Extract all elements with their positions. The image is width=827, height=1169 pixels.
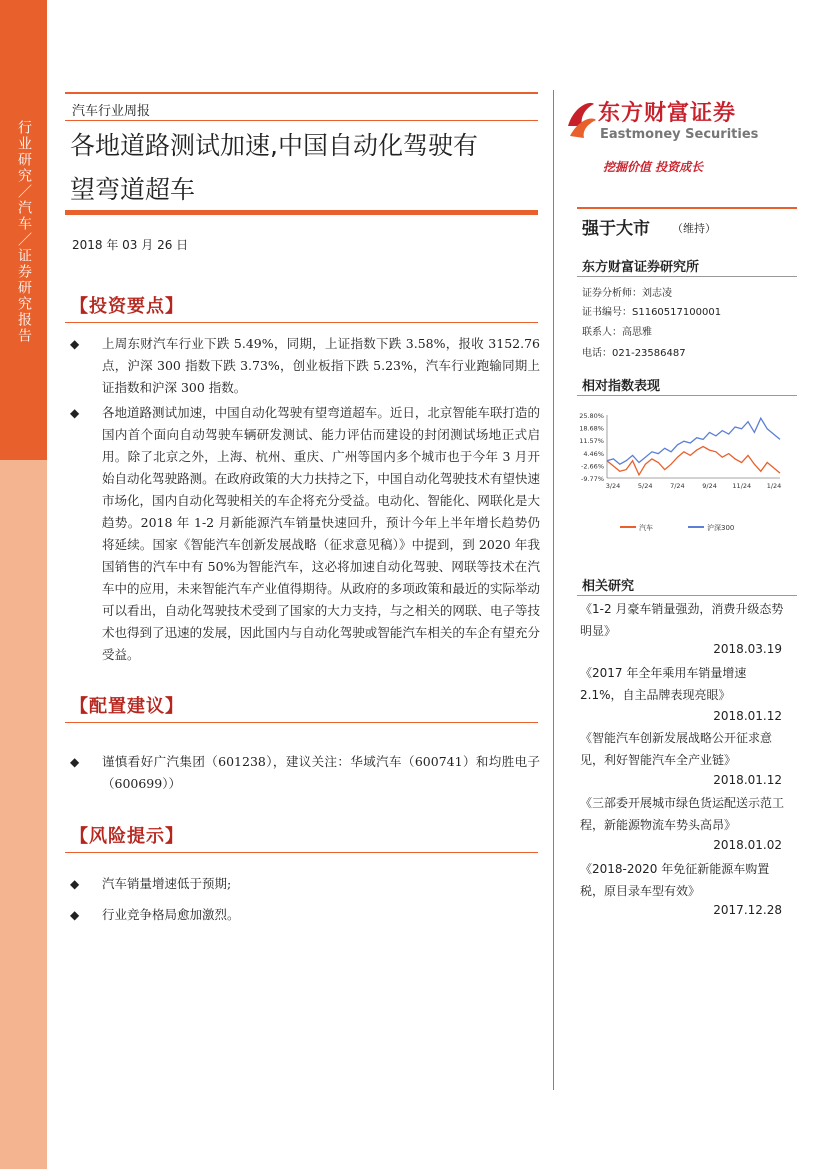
diamond-bullet-icon: ◆ (70, 337, 80, 351)
risk-bullet-1: ◆ 汽车销量增速低于预期; (70, 873, 540, 895)
related-item-2[interactable]: 《2017 年全年乘用车销量增速 2.1%，自主品牌表现亮眼》 (580, 666, 747, 702)
diamond-bullet-icon: ◆ (70, 755, 80, 769)
title-line-1: 各地道路测试加速,中国自动化驾驶有 (70, 131, 478, 160)
title-bottom-rule (65, 210, 538, 215)
related-date-5: 2017.12.28 (713, 903, 782, 917)
chart-y-tick-label: 25.80% (579, 412, 604, 420)
related-research-title: 相关研究 (582, 579, 635, 594)
chart-y-tick-label: 4.46% (583, 449, 604, 458)
related-research-rule (577, 595, 797, 596)
investment-heading: 【投资要点】 (70, 296, 184, 317)
chart-y-tick-label: -9.77% (581, 475, 604, 483)
chart-x-tick-label: 11/24 (732, 482, 752, 490)
related-date-3: 2018.01.12 (713, 773, 782, 787)
related-date-4: 2018.01.02 (713, 838, 782, 852)
risk-bullet-2: ◆ 行业竞争格局愈加激烈。 (70, 904, 540, 926)
title-line-2: 望弯道超车 (70, 175, 196, 204)
risk-heading: 【风险提示】 (70, 826, 184, 847)
related-item-4[interactable]: 《三部委开展城市绿色货运配送示范工程，新能源物流车势头高昂》 (580, 796, 785, 832)
performance-title: 相对指数表现 (582, 379, 661, 394)
institute-name: 东方财富证券研究所 (582, 260, 700, 275)
chart-x-tick-label: 1/24 (766, 482, 782, 490)
related-item-5[interactable]: 《2018-2020 年免征新能源车购置税，原目录车型有效》 (580, 862, 770, 898)
rating-note: （维持） (672, 222, 716, 235)
contact: 联系人：高思雅 (582, 327, 652, 338)
chart-x-tick-label: 9/24 (702, 482, 717, 490)
brand-name-cn: 东方财富证券 (598, 101, 737, 126)
chart-x-tick-label: 7/24 (670, 482, 685, 490)
institute-rule (577, 276, 797, 277)
sidebar-lower-band (0, 460, 47, 1169)
title-sub-rule (65, 120, 538, 121)
allocation-heading: 【配置建议】 (70, 696, 184, 717)
related-item-1[interactable]: 《1-2 月豪车销量强劲，消费升级态势明显》 (580, 602, 784, 638)
chart-y-tick-label: 11.57% (579, 437, 604, 446)
report-date: 2018 年 03 月 26 日 (72, 238, 189, 252)
column-divider (553, 90, 554, 1090)
chart-series-line (607, 447, 780, 475)
page-title (70, 124, 540, 212)
title-top-rule (65, 92, 538, 94)
brand-name-en: Eastmoney Securities (600, 127, 759, 142)
related-date-1: 2018.03.19 (713, 642, 782, 656)
rating-label: 强于大市 (582, 219, 650, 239)
investment-bullet-2: ◆ 各地道路测试加速，中国自动化驾驶有望弯道超车。近日，北京智能车联打造的国内首个面向自动驾驶车辆研发测试、能力评估而建设的封闭测试场地正式启用。除了北京之外，上海、杭州、重庆、广州等国内多个城市也于今年 3 月开始自动化驾驶路测。在政府政策的大力扶持之下，中国自动化驾驶技术有望快速市场化，国内自动化驾驶相关的车企将充分受益。电动化、智能化、网联化是大趋势。2018 年 1-2 月新能源汽车销量快速回升，预计今年上半年增长趋势仍将延续。国家《智能汽车创新发展战略（征求意见稿）》中提到，到 2020 年我国销售的汽车中有 50%为智能汽车，这必将加速自动化驾驶、网联等技术在汽车中的应用，未来智能汽车产业值得期待。从政府的多项政策和最近的实际举动可以看出，自动化驾驶技术受到了国家的大力支持，与之相关的网联、电子等技术也得到了迅速的发展，因此国内与自动化驾驶或智能汽车相关的车企有望充分受益。 (70, 402, 540, 666)
chart-legend-label: 沪深300 (707, 524, 735, 532)
chart-legend-label: 汽车 (639, 524, 653, 532)
diamond-bullet-icon: ◆ (70, 908, 80, 922)
sidebar-category-text: 行业研究／汽车／证券研究报告 (16, 120, 32, 344)
diamond-bullet-icon: ◆ (70, 877, 80, 891)
allocation-rule (65, 722, 538, 723)
chart-series-line (607, 418, 780, 464)
phone: 电话：021-23586487 (582, 348, 686, 359)
related-date-2: 2018.01.12 (713, 709, 782, 723)
rating-rule (577, 207, 797, 209)
analyst: 证券分析师：刘志凌 (582, 288, 672, 299)
brand-slogan: 挖掘价值 投资成长 (603, 160, 704, 174)
risk-rule (65, 852, 538, 853)
chart-y-tick-label: 18.68% (579, 424, 604, 433)
investment-rule (65, 322, 538, 323)
chart-y-tick-label: -2.66% (581, 462, 604, 471)
chart-x-tick-label: 3/24 (605, 482, 621, 490)
left-sidebar (0, 0, 47, 1169)
investment-bullet-1: ◆ 上周东财汽车行业下跌 5.49%，同期，上证指数下跌 3.58%，报收 3152.76 点，沪深 300 指数下跌 3.73%，创业板指下跌 5.23%，汽车行业跑输同期上证指数和沪深 300 指数。 (70, 333, 540, 399)
certificate: 证书编号：S1160517100001 (582, 307, 722, 318)
report-type: 汽车行业周报 (72, 104, 151, 119)
allocation-bullet-1: ◆ 谨慎看好广汽集团（601238），建议关注：华域汽车（600741）和均胜电子（600699）） (70, 751, 540, 795)
chart-x-tick-label: 5/24 (637, 482, 653, 490)
relative-index-chart (575, 405, 797, 540)
related-item-3[interactable]: 《智能汽车创新发展战略公开征求意见，利好智能汽车全产业链》 (580, 731, 773, 767)
performance-rule (577, 395, 797, 396)
diamond-bullet-icon: ◆ (70, 406, 80, 420)
